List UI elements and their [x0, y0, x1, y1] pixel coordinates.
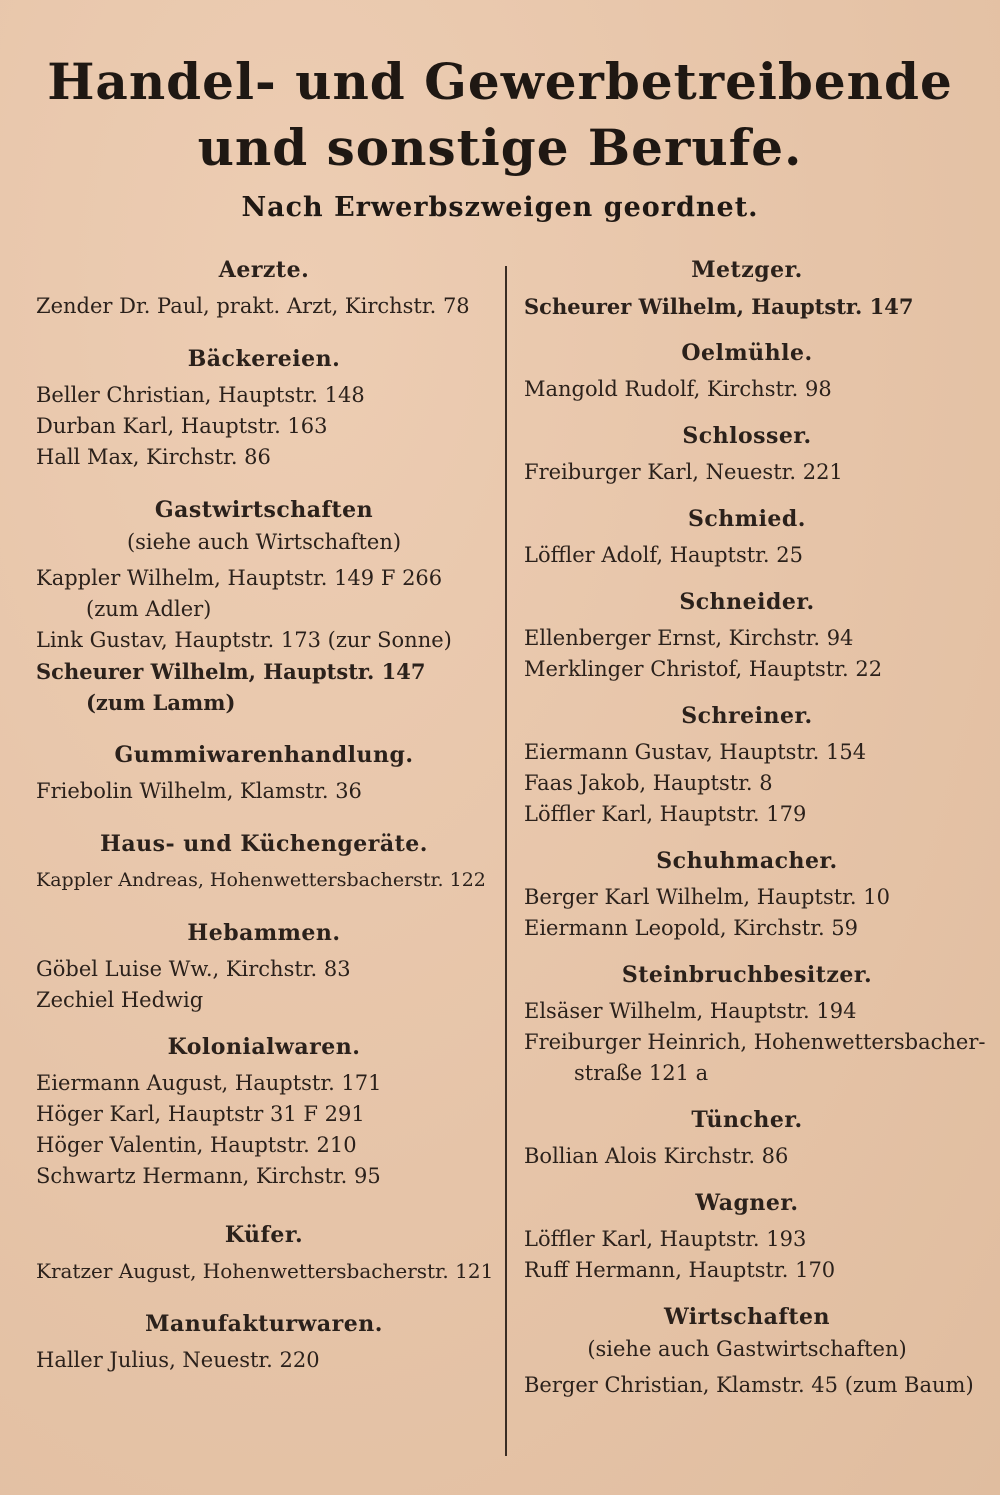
entry: Ellenberger Ernst, Kirchstr. 94 — [524, 626, 854, 650]
entry-highlighted: Scheurer Wilhelm, Hauptstr. 147 — [36, 659, 426, 684]
section-kolonialwaren — [36, 1032, 492, 1192]
entry-continuation: (zum Lamm) — [86, 690, 236, 715]
title-line-1: Handel- und Gewerbetreibende — [47, 52, 953, 111]
entry: Friebolin Wilhelm, Klamstr. 36 — [36, 779, 362, 803]
section-gummiwaren — [36, 740, 492, 807]
entry: Beller Christian, Hauptstr. 148 — [36, 383, 365, 407]
entry: Faas Jakob, Hauptstr. 8 — [524, 771, 773, 795]
entry: Kappler Andreas, Hohenwettersbacherstr. 122 — [36, 869, 486, 891]
section-schuhmacher — [524, 846, 970, 944]
entry: Ruff Hermann, Hauptstr. 170 — [524, 1258, 836, 1282]
section-heading: Metzger. — [691, 257, 803, 283]
entry: Göbel Luise Ww., Kirchstr. 83 — [36, 957, 351, 981]
section-heading: Wagner. — [695, 1190, 799, 1216]
entry: Höger Karl, Hauptstr 31 F 291 — [36, 1102, 365, 1126]
section-heading: Wirtschaften — [663, 1304, 831, 1330]
section-schreiner — [524, 701, 970, 830]
section-heading: Bäckereien. — [187, 346, 341, 372]
entry: Löffler Karl, Hauptstr. 193 — [524, 1227, 807, 1251]
entry: Mangold Rudolf, Kirchstr. 98 — [524, 377, 832, 401]
section-wagner — [524, 1188, 970, 1286]
section-heading: Oelmühle. — [681, 340, 813, 366]
entry: Haller Julius, Neuestr. 220 — [36, 1348, 320, 1372]
section-note: (siehe auch Gastwirtschaften) — [587, 1337, 907, 1361]
section-tuencher — [524, 1105, 970, 1172]
entry: Zender Dr. Paul, prakt. Arzt, Kirchstr. 78 — [36, 294, 470, 318]
entry: Eiermann Leopold, Kirchstr. 59 — [524, 916, 859, 940]
entry: Elsäser Wilhelm, Hauptstr. 194 — [524, 999, 857, 1023]
entry: Link Gustav, Hauptstr. 173 (zur Sonne) — [36, 628, 452, 652]
title-line-2: und sonstige Berufe. — [197, 118, 803, 177]
entry: Kappler Wilhelm, Hauptstr. 149 F 266 — [36, 566, 443, 590]
entry-highlighted: Scheurer Wilhelm, Hauptstr. 147 — [524, 294, 914, 319]
entry: Kratzer August, Hohenwettersbacherstr. 121 — [36, 1259, 494, 1283]
right-column — [524, 255, 986, 1401]
section-manufaktur — [36, 1309, 492, 1376]
section-heading: Aerzte. — [218, 257, 310, 283]
section-heading: Hebammen. — [187, 920, 341, 946]
entry: Freiburger Heinrich, Hohenwettersbacher- — [524, 1030, 986, 1054]
section-heading: Küfer. — [224, 1222, 304, 1248]
entry: Hall Max, Kirchstr. 86 — [36, 445, 271, 469]
section-heading: Schuhmacher. — [656, 848, 838, 874]
section-wirtschaften — [524, 1302, 974, 1401]
section-baeckereien — [36, 344, 492, 473]
section-heading: Tüncher. — [691, 1107, 803, 1133]
section-schmied — [524, 504, 970, 571]
section-oelmuehle — [524, 338, 970, 405]
section-heading: Schneider. — [679, 589, 815, 615]
entry: Löffler Adolf, Hauptstr. 25 — [524, 543, 803, 567]
section-note: (siehe auch Wirtschaften) — [126, 530, 402, 554]
section-steinbruch — [524, 960, 986, 1089]
section-heading: Kolonialwaren. — [167, 1034, 361, 1060]
left-column — [36, 255, 492, 1376]
section-heading: Gastwirtschaften — [154, 497, 374, 523]
section-schlosser — [524, 421, 970, 488]
entry: Durban Karl, Hauptstr. 163 — [36, 414, 328, 438]
entry: Eiermann Gustav, Hauptstr. 154 — [524, 740, 867, 764]
entry: Berger Karl Wilhelm, Hauptstr. 10 — [524, 885, 890, 909]
entry: Merklinger Christof, Hauptstr. 22 — [524, 657, 883, 681]
section-heading: Gummiwarenhandlung. — [114, 742, 414, 768]
entry: Eiermann August, Hauptstr. 171 — [36, 1071, 382, 1095]
section-metzger — [524, 255, 970, 322]
section-hebammen — [36, 918, 492, 1016]
entry: Berger Christian, Klamstr. 45 (zum Baum) — [524, 1373, 974, 1397]
section-heading: Steinbruchbesitzer. — [621, 962, 873, 988]
section-aerzte — [36, 255, 492, 322]
entry: Freiburger Karl, Neuestr. 221 — [524, 460, 843, 484]
section-gastwirtschaften — [36, 495, 492, 718]
section-heading: Manufakturwaren. — [145, 1311, 383, 1337]
subtitle: Nach Erwerbszweigen geordnet. — [241, 192, 759, 223]
entry: Höger Valentin, Hauptstr. 210 — [36, 1133, 357, 1157]
entry: Bollian Alois Kirchstr. 86 — [524, 1144, 789, 1168]
section-heading: Schmied. — [688, 506, 806, 532]
entry: Zechiel Hedwig — [36, 988, 204, 1012]
section-heading: Schlosser. — [682, 423, 812, 449]
entry: Löffler Karl, Hauptstr. 179 — [524, 802, 807, 826]
entry: Schwartz Hermann, Kirchstr. 95 — [36, 1164, 381, 1188]
entry-continuation: (zum Adler) — [86, 597, 212, 621]
section-heading: Schreiner. — [681, 703, 813, 729]
column-divider — [505, 266, 507, 1456]
section-hausgeraete — [36, 829, 492, 896]
section-schneider — [524, 587, 970, 685]
entry-continuation: straße 121 a — [574, 1061, 709, 1085]
section-heading: Haus- und Küchengeräte. — [100, 831, 428, 857]
section-kuefer — [36, 1220, 492, 1287]
